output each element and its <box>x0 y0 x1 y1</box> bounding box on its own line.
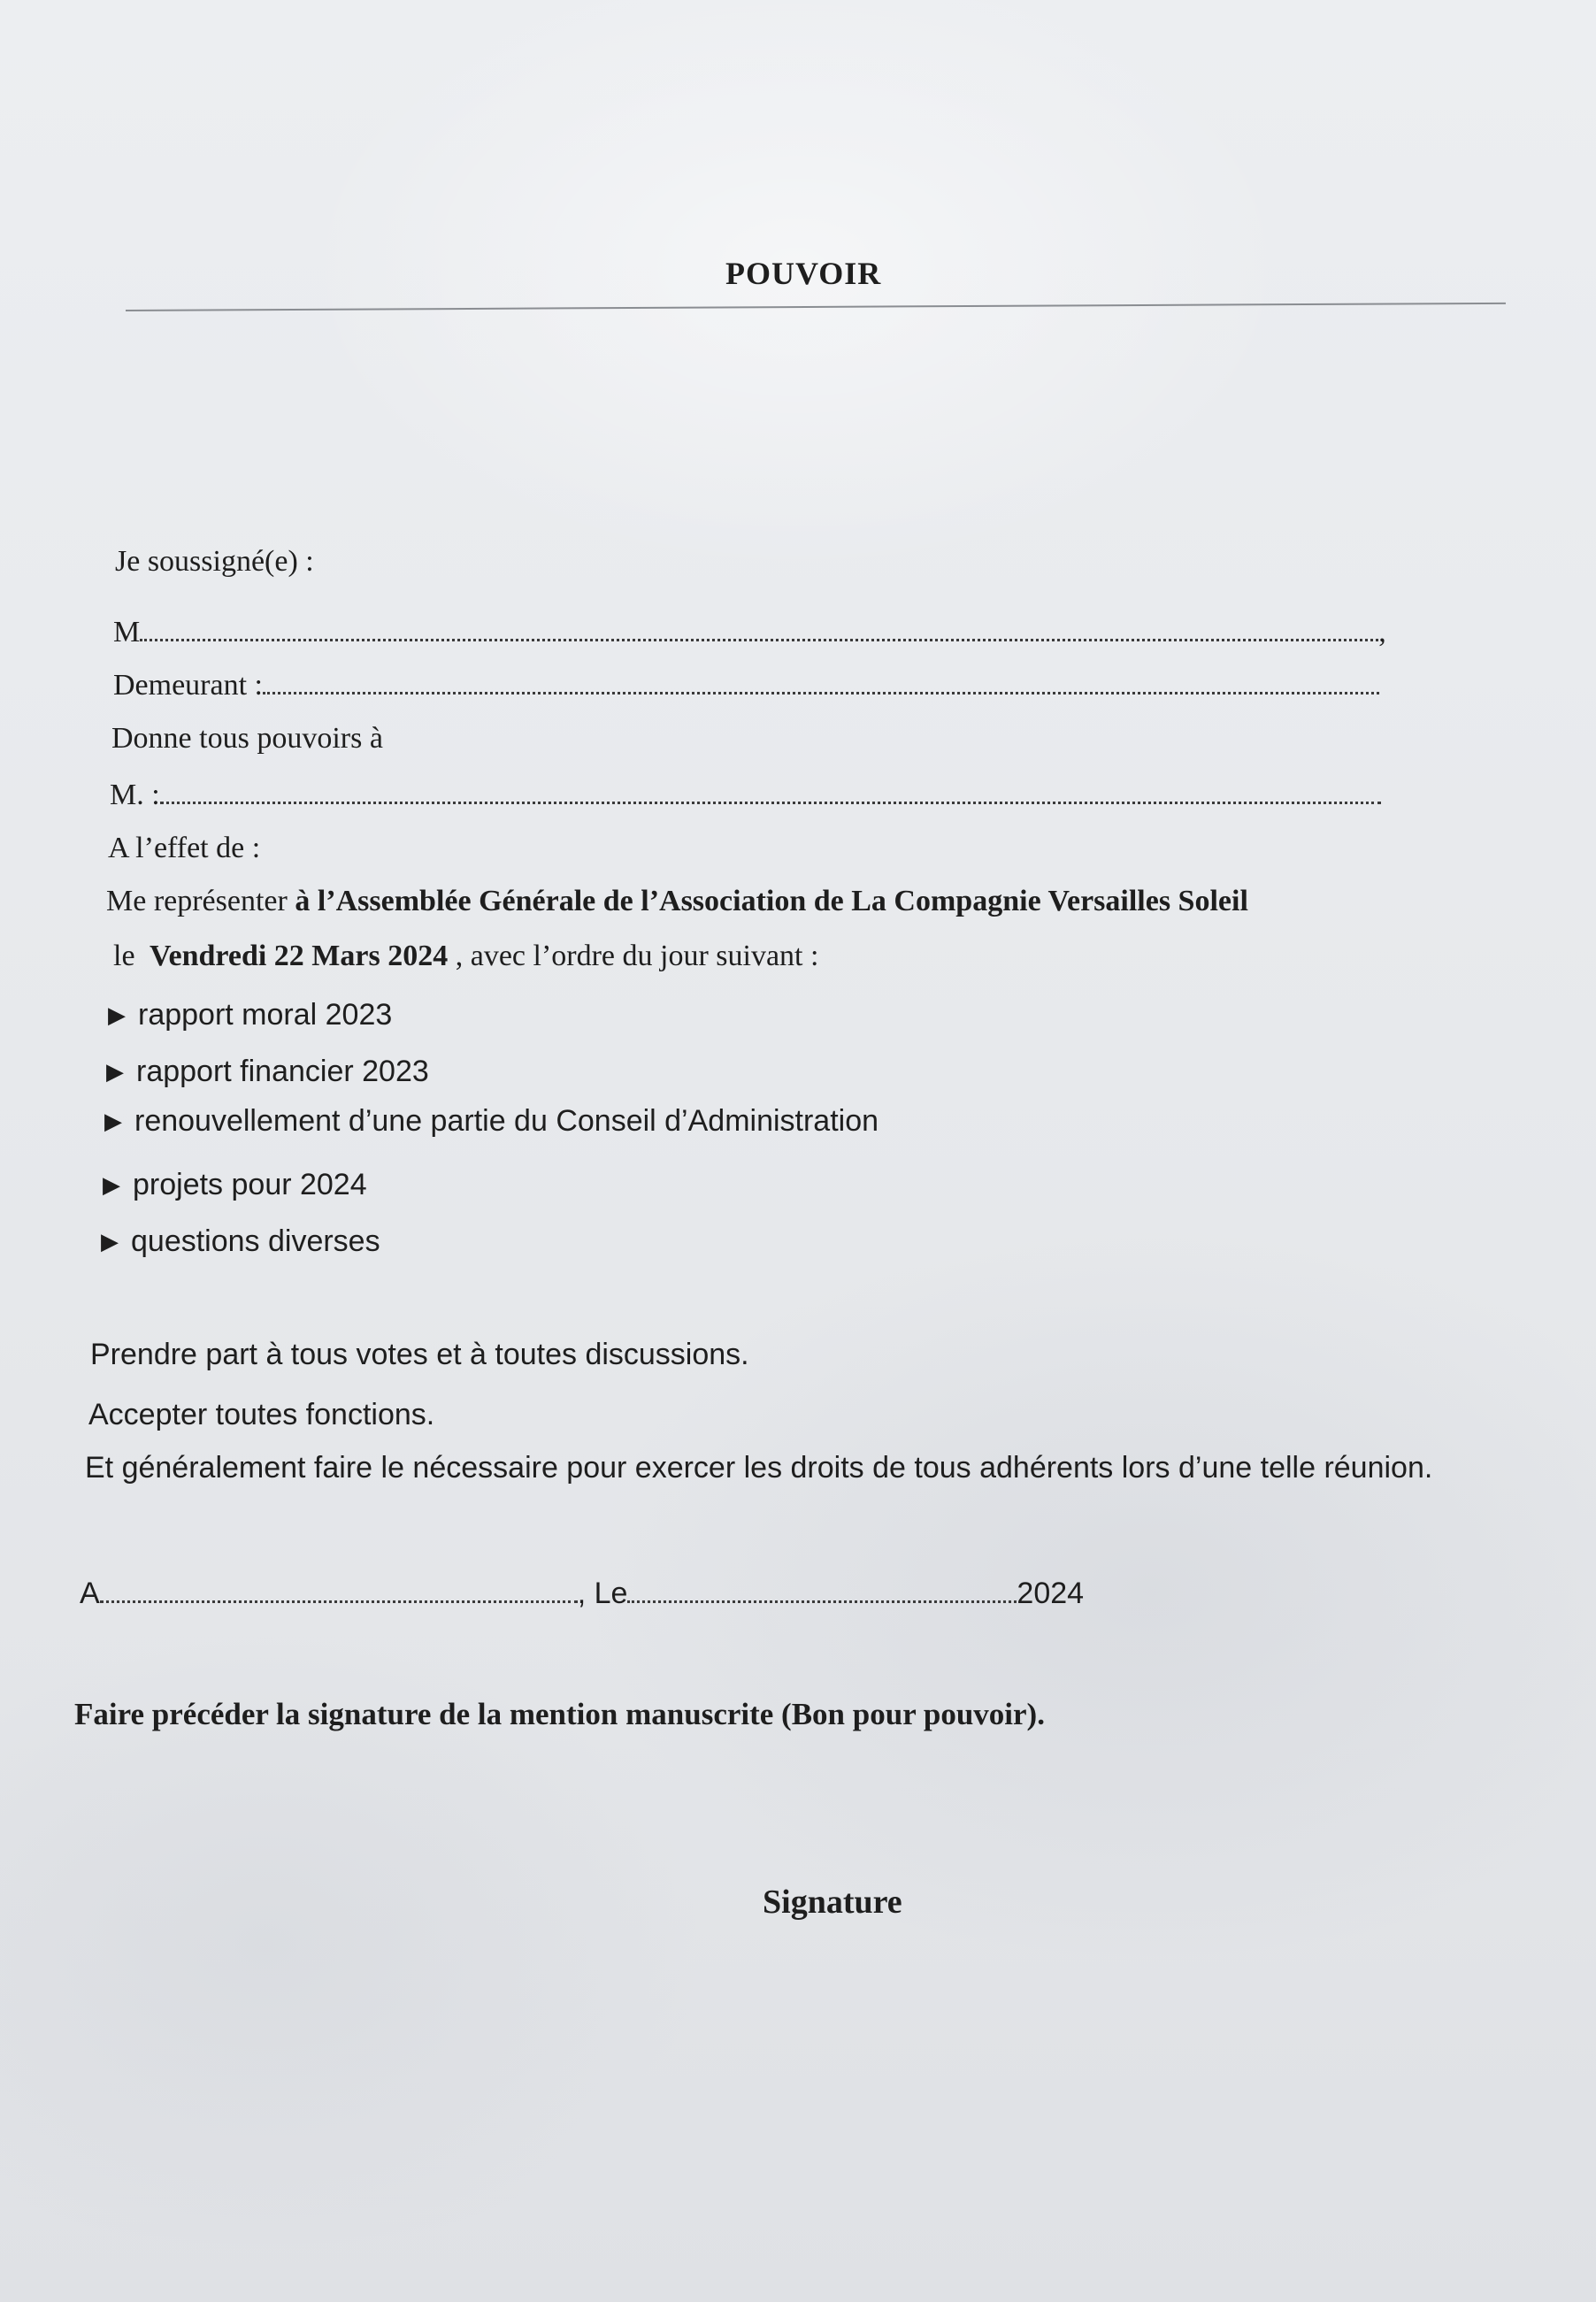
date-prefix: le <box>113 940 135 972</box>
triangle-bullet-icon: ▶ <box>108 1001 126 1028</box>
agenda-item <box>104 1104 879 1139</box>
document-title: POUVOIR <box>725 256 882 291</box>
assembly-name: à l’Assemblée Générale de l’Association de La Compagnie Versailles Soleil <box>295 885 1248 917</box>
triangle-bullet-icon: ▶ <box>106 1058 124 1085</box>
demeurant-label: Demeurant : <box>113 669 263 702</box>
agenda-item-label: rapport moral 2023 <box>138 998 393 1032</box>
m-label: M <box>113 616 141 648</box>
mention-instruction: Faire précéder la signature de la mention manuscrite (Bon pour pouvoir). <box>74 1697 1045 1731</box>
agenda-item-label: renouvellement d’une partie du Conseil d’Administration <box>134 1104 879 1138</box>
le-label: , Le <box>577 1577 628 1610</box>
m-trailing-comma: , <box>1378 616 1386 648</box>
title-underline <box>126 303 1506 311</box>
soussigne-label: Je soussigné(e) : <box>115 545 314 578</box>
paragraph-droits: Et généralement faire le nécessaire pour exercer les droits de tous adhérents lors d’une telle réunion. <box>85 1451 1433 1485</box>
name-field-row <box>113 616 1386 649</box>
paragraph-fonctions: Accepter toutes fonctions. <box>88 1398 435 1431</box>
date-suffix: , avec l’ordre du jour suivant : <box>455 940 819 972</box>
represent-line <box>106 885 1248 918</box>
agenda-item <box>108 998 392 1032</box>
date-line <box>113 940 818 973</box>
agenda-item-label: questions diverses <box>131 1224 380 1258</box>
effet-label: A l’effet de : <box>108 832 261 864</box>
agenda-item <box>103 1168 367 1202</box>
agenda-item <box>101 1224 380 1259</box>
m2-label: M. : <box>110 779 160 811</box>
meeting-date: Vendredi 22 Mars 2024 <box>150 940 449 972</box>
triangle-bullet-icon: ▶ <box>103 1171 120 1198</box>
date-fill-line[interactable] <box>627 1600 1017 1603</box>
represent-prefix: Me représenter <box>106 885 288 917</box>
agenda-item <box>106 1055 429 1089</box>
address-field-row <box>113 669 1379 702</box>
place-label: A <box>80 1577 100 1610</box>
paragraph-votes: Prendre part à tous votes et à toutes discussions. <box>90 1338 749 1371</box>
place-date-row <box>80 1577 1084 1611</box>
signature-label: Signature <box>763 1884 902 1921</box>
triangle-bullet-icon: ▶ <box>104 1108 122 1134</box>
agenda-item-label: projets pour 2024 <box>133 1168 367 1201</box>
place-fill-line[interactable] <box>100 1600 578 1603</box>
proxy-field-row <box>110 779 1381 812</box>
address-fill-line[interactable] <box>263 691 1379 694</box>
triangle-bullet-icon: ▶ <box>101 1228 119 1255</box>
name-fill-line[interactable] <box>140 638 1378 641</box>
donne-label: Donne tous pouvoirs à <box>111 722 383 755</box>
agenda-item-label: rapport financier 2023 <box>136 1055 429 1088</box>
proxy-fill-line[interactable] <box>160 801 1381 804</box>
year-value: 2024 <box>1017 1577 1085 1610</box>
signature-area[interactable] <box>761 1938 1380 2132</box>
